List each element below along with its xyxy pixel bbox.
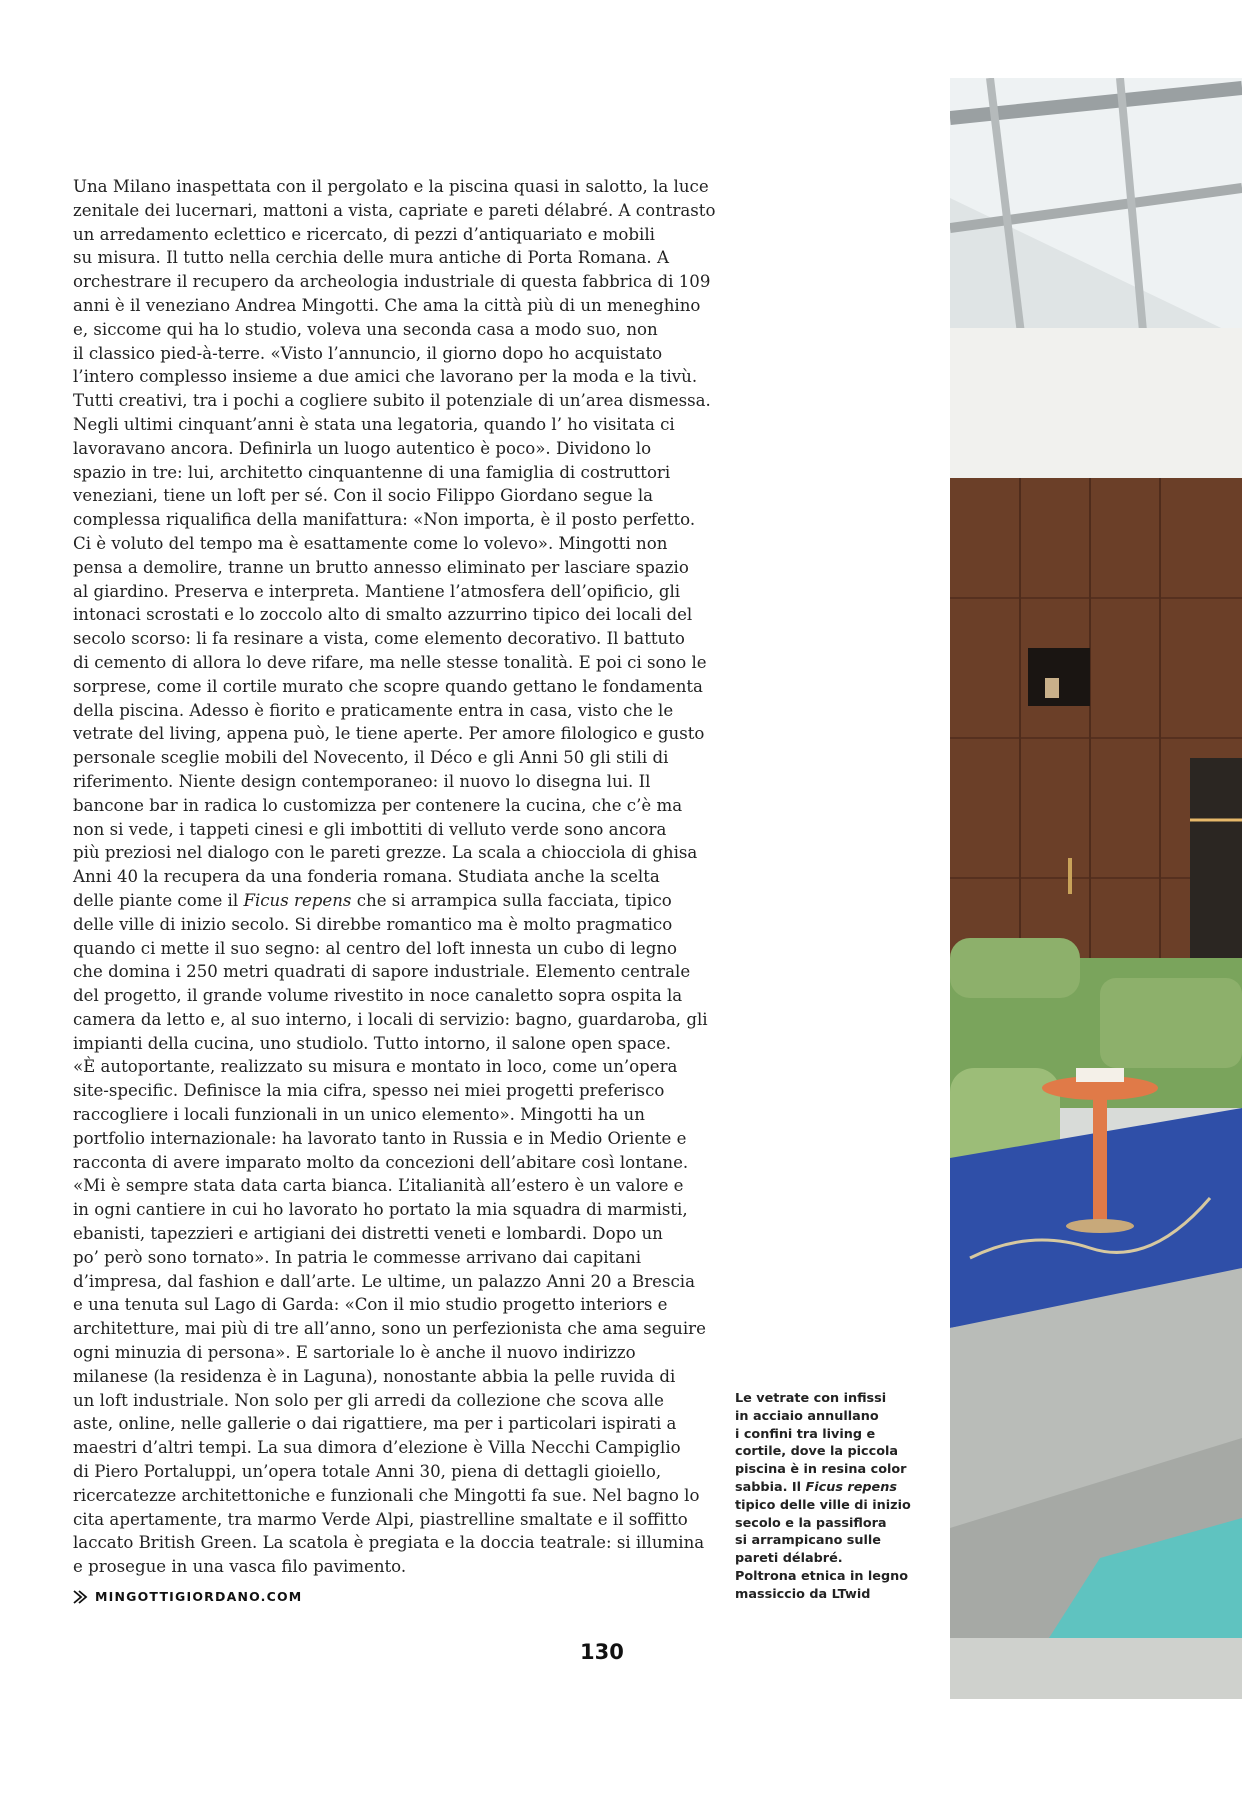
article-line xyxy=(73,556,689,580)
photo-illustration xyxy=(950,78,1242,1699)
page-number: 130 xyxy=(580,1640,624,1664)
article-text: personale sceglie mobili del Novecento, il Déco e gli Anni 50 gli stili di xyxy=(73,748,669,768)
article-line xyxy=(73,246,673,270)
caption-italic-text: Ficus repens xyxy=(805,1479,897,1495)
article-text: sorprese, come il cortile murato che scopre quando gettano le fondamenta xyxy=(73,676,703,696)
article-line xyxy=(73,437,673,461)
article-line xyxy=(73,270,711,294)
article-text: e prosegue in una vasca filo pavimento. xyxy=(73,1557,407,1577)
article-line xyxy=(73,770,673,794)
article-text: e, siccome qui ha lo studio, voleva una seconda casa a modo suo, non xyxy=(73,319,658,339)
article-line xyxy=(73,413,673,437)
article-text: del progetto, il grande volume rivestito in noce canaletto sopra ospita la xyxy=(73,986,683,1006)
article-line xyxy=(73,1246,673,1270)
article-line xyxy=(73,342,673,366)
article-line xyxy=(73,1032,673,1056)
article-line xyxy=(73,1008,708,1032)
caption-text: sabbia. Il xyxy=(735,1479,806,1495)
article-line xyxy=(73,794,683,818)
caption-line: pareti délabré. xyxy=(735,1551,843,1567)
article-line xyxy=(73,1484,700,1508)
website-label: MINGOTTIGIORDANO.COM xyxy=(95,1589,303,1604)
caption-line: tipico delle ville di inizio xyxy=(735,1497,911,1513)
article-text: di Piero Portaluppi, un’opera totale Anni 30, piena di dettagli gioiello, xyxy=(73,1462,662,1482)
article-text: orchestrare il recupero da archeologia industriale di questa fabbrica di 109 xyxy=(73,272,711,292)
caption-line: si arrampicano sulle xyxy=(735,1533,881,1549)
article-line xyxy=(73,1365,676,1389)
article-line xyxy=(73,199,716,223)
article-text: laccato British Green. La scatola è pregiata e la doccia teatrale: si illumina xyxy=(73,1533,705,1553)
article-line xyxy=(73,1293,673,1317)
article-text: d’impresa, dal fashion e dall’arte. Le ultime, un palazzo Anni 20 a Brescia xyxy=(73,1271,695,1291)
article-text: racconta di avere imparato molto da concezioni dell’abitare così lontane. xyxy=(73,1152,689,1172)
caption-line: Poltrona etnica in legno xyxy=(735,1568,909,1584)
article-text: milanese (la residenza è in Laguna), nonostante abbia la pelle ruvida di xyxy=(73,1366,676,1386)
article-line xyxy=(73,389,711,413)
article-line xyxy=(73,1412,677,1436)
article-line xyxy=(73,532,673,556)
article-line xyxy=(73,1555,673,1579)
article-text: al giardino. Preserva e interpreta. Mantiene l’atmosfera dell’opificio, gli xyxy=(73,581,681,601)
article-text: architetture, mai più di tre all’anno, sono un perfezionista che ama seguire xyxy=(73,1319,706,1339)
article-line xyxy=(73,937,678,961)
article-body xyxy=(73,175,716,1579)
caption-line: i confini tra living e xyxy=(735,1426,876,1442)
article-line xyxy=(73,1460,673,1484)
article-text: che si arrampica sulla facciata, tipico xyxy=(351,890,672,910)
article-text: che domina i 250 metri quadrati di sapore industriale. Elemento centrale xyxy=(73,962,691,982)
article-line xyxy=(73,580,681,604)
article-text: quando ci mette il suo segno: al centro del loft innesta un cubo di legno xyxy=(73,938,678,958)
article-text: pensa a demolire, tranne un brutto annesso eliminato per lasciare spazio xyxy=(73,557,689,577)
article-line xyxy=(73,865,673,889)
article-line xyxy=(73,1317,706,1341)
article-line xyxy=(73,1174,684,1198)
article-text: della piscina. Adesso è fiorito e praticamente entra in casa, visto che le xyxy=(73,700,674,720)
article-text: site-specific. Definisce la mia cifra, spesso nei miei progetti preferisco xyxy=(73,1081,665,1101)
caption-line: secolo e la passiflora xyxy=(735,1515,887,1531)
article-text: portfolio internazionale: ha lavorato tanto in Russia e in Medio Oriente e xyxy=(73,1128,687,1148)
article-text: maestri d’altri tempi. La sua dimora d’elezione è Villa Necchi Campiglio xyxy=(73,1438,681,1458)
article-text: riferimento. Niente design contemporaneo: il nuovo lo disegna lui. Il xyxy=(73,771,651,791)
article-line xyxy=(73,1270,695,1294)
article-text: secolo scorso: li fa resinare a vista, come elemento decorativo. Il battuto xyxy=(73,629,685,649)
article-text: l’intero complesso insieme a due amici che lavorano per la moda e la tivù. xyxy=(73,367,698,387)
article-line xyxy=(73,223,673,247)
article-text: ogni minuzia di persona». E sartoriale lo è anche il nuovo indirizzo xyxy=(73,1343,636,1363)
article-text: intonaci scrostati e lo zoccolo alto di smalto azzurrino tipico dei locali del xyxy=(73,605,693,625)
article-text: impianti della cucina, uno studiolo. Tutto intorno, il salone open space. xyxy=(73,1033,672,1053)
article-text: ebanisti, tapezzieri e artigiani dei distretti veneti e lombardi. Dopo un xyxy=(73,1224,663,1244)
article-text: cita apertamente, tra marmo Verde Alpi, piastrelline smaltate e il soffitto xyxy=(73,1509,688,1529)
article-line xyxy=(73,603,693,627)
article-text: aste, online, nelle gallerie o dai rigattiere, ma per i particolari ispirati a xyxy=(73,1414,677,1434)
article-line xyxy=(73,1079,673,1103)
article-line xyxy=(73,365,698,389)
article-line xyxy=(73,818,673,842)
article-line xyxy=(73,1151,689,1175)
article-italic-text: Ficus repens xyxy=(243,890,352,910)
article-text: non si vede, i tappeti cinesi e gli imbottiti di velluto verde sono ancora xyxy=(73,819,667,839)
article-line xyxy=(73,1103,673,1127)
double-chevron-right-icon xyxy=(73,1590,89,1604)
article-line xyxy=(73,889,673,913)
article-text: Anni 40 la recupera da una fonderia romana. Studiata anche la scelta xyxy=(73,867,660,887)
article-line xyxy=(73,461,673,485)
article-line xyxy=(73,913,673,937)
article-line xyxy=(73,984,683,1008)
article-text: «Mi è sempre stata data carta bianca. L’italianità all’estero è un valore e xyxy=(73,1176,684,1196)
article-text: spazio in tre: lui, architetto cinquantenne di una famiglia di costruttori xyxy=(73,462,671,482)
article-line xyxy=(73,1389,673,1413)
article-line xyxy=(73,175,709,199)
article-line xyxy=(73,1531,705,1555)
article-line xyxy=(73,627,685,651)
article-text: «È autoportante, realizzato su misura e montato in loco, come un’opera xyxy=(73,1057,678,1077)
article-text: Negli ultimi cinquant’anni è stata una legatoria, quando l’ ho visitata ci xyxy=(73,414,675,434)
article-line xyxy=(73,722,705,746)
article-line xyxy=(73,960,691,984)
article-text: veneziani, tiene un loft per sé. Con il socio Filippo Giordano segue la xyxy=(73,486,654,506)
caption-line: massiccio da LTwid xyxy=(735,1586,871,1602)
caption-line: cortile, dove la piccola xyxy=(735,1444,899,1460)
article-text: complessa riqualifica della manifattura: «Non importa, è il posto perfetto. xyxy=(73,510,696,530)
article-line xyxy=(73,294,701,318)
article-text: zenitale dei lucernari, mattoni a vista, capriate e pareti délabré. A contrasto xyxy=(73,200,716,220)
article-line xyxy=(73,1222,673,1246)
article-line xyxy=(73,841,698,865)
article-text: ricercatezze architettoniche e funzionali che Mingotti fa sue. Nel bagno lo xyxy=(73,1485,700,1505)
article-line xyxy=(73,484,673,508)
article-line xyxy=(73,746,673,770)
article-text: in ogni cantiere in cui ho lavorato ho portato la mia squadra di marmisti, xyxy=(73,1200,688,1220)
caption-line: Le vetrate con infissi xyxy=(735,1391,887,1406)
article-text: vetrate del living, appena può, le tiene aperte. Per amore filologico e gusto xyxy=(73,724,705,744)
article-text: di cemento di allora lo deve rifare, ma nelle stesse tonalità. E poi ci sono le xyxy=(73,652,707,672)
article-text: e una tenuta sul Lago di Garda: «Con il mio studio progetto interiors e xyxy=(73,1295,668,1315)
photo-caption xyxy=(735,1390,925,1604)
caption-line xyxy=(735,1479,925,1497)
article-text: anni è il veneziano Andrea Mingotti. Che ama la città più di un meneghino xyxy=(73,295,701,315)
article-line xyxy=(73,651,707,675)
article-line xyxy=(73,1198,688,1222)
article-line xyxy=(73,1055,678,1079)
article-text: Tutti creativi, tra i pochi a cogliere subito il potenziale di un’area dismessa. xyxy=(73,391,711,411)
article-line xyxy=(73,1341,673,1365)
article-line xyxy=(73,1127,687,1151)
article-text: il classico pied-à-terre. «Visto l’annuncio, il giorno dopo ho acquistato xyxy=(73,343,663,363)
website-link[interactable] xyxy=(73,1589,302,1604)
article-text: delle ville di inizio secolo. Si direbbe romantico ma è molto pragmatico xyxy=(73,914,673,934)
article-line xyxy=(73,508,696,532)
article-text: camera da letto e, al suo interno, i locali di servizio: bagno, guardaroba, gli xyxy=(73,1009,708,1029)
article-text: Ci è voluto del tempo ma è esattamente come lo volevo». Mingotti non xyxy=(73,533,668,553)
article-text: bancone bar in radica lo customizza per contenere la cucina, che c’è ma xyxy=(73,795,683,815)
article-text: delle piante come il xyxy=(73,890,244,910)
article-line xyxy=(73,699,673,723)
article-line xyxy=(73,675,703,699)
article-text: Una Milano inaspettata con il pergolato e la piscina quasi in salotto, la luce xyxy=(73,177,709,196)
caption-line: in acciaio annullano xyxy=(735,1408,879,1424)
article-text: raccogliere i locali funzionali in un unico elemento». Mingotti ha un xyxy=(73,1105,645,1125)
article-line xyxy=(73,318,673,342)
article-text: lavoravano ancora. Definirla un luogo autentico è poco». Dividono lo xyxy=(73,438,652,458)
loft-living-room-photo xyxy=(950,78,1242,1699)
article-text: un arredamento eclettico e ricercato, di pezzi d’antiquariato e mobili xyxy=(73,224,655,244)
caption-line: piscina è in resina color xyxy=(735,1462,907,1478)
bar-counter xyxy=(1190,758,1242,958)
article-text: un loft industriale. Non solo per gli arredi da collezione che scova alle xyxy=(73,1390,664,1410)
article-text: su misura. Il tutto nella cerchia delle mura antiche di Porta Romana. A xyxy=(73,248,669,268)
article-line xyxy=(73,1508,688,1532)
article-text: po’ però sono tornato». In patria le commesse arrivano dai capitani xyxy=(73,1247,642,1267)
article-line xyxy=(73,1436,681,1460)
article-text: più preziosi nel dialogo con le pareti grezze. La scala a chiocciola di ghisa xyxy=(73,843,698,863)
